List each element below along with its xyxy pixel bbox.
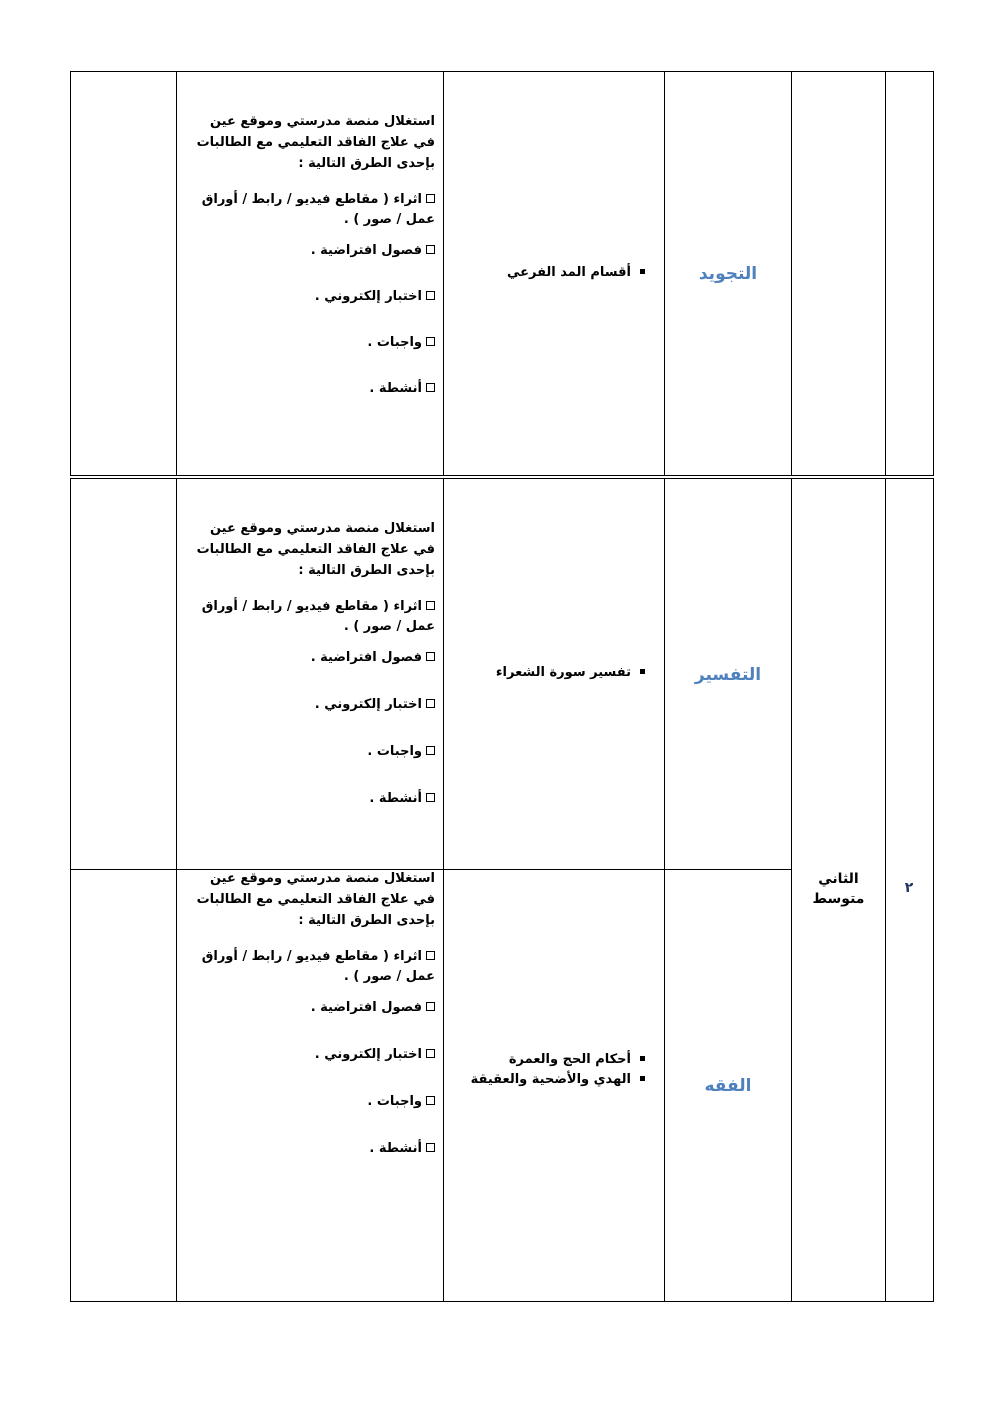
plan-intro: استغلال منصة مدرستي وموقع عين في علاج الفاقد التعليمي مع الطالبات بإحدى الطرق التالية : — [196, 114, 435, 171]
table1-col-line — [791, 71, 792, 476]
subject-fiqh: الفقه — [704, 1076, 752, 1096]
checkbox-icon — [426, 245, 435, 254]
checkbox-icon — [426, 291, 435, 300]
checkbox-icon — [426, 601, 435, 610]
table1-top-border — [70, 71, 934, 72]
table1-col-line — [885, 71, 886, 476]
plan-option-homework: واجبات . — [195, 333, 435, 353]
plan-option-activities: أنشطة . — [195, 789, 435, 809]
checkbox-icon — [426, 746, 435, 755]
lesson-item: أحكام الحج والعمرة — [471, 1050, 645, 1070]
plan-option-homework: واجبات . — [195, 1092, 435, 1112]
table1-col-line — [933, 71, 934, 476]
plan-option-activities: أنشطة . — [195, 1139, 435, 1159]
table2-top-border — [70, 478, 934, 479]
bullet-icon — [640, 669, 645, 674]
lesson-item: تفسير سورة الشعراء — [496, 663, 645, 683]
table1-col-line — [176, 71, 177, 476]
checkbox-icon — [426, 337, 435, 346]
plan-intro: استغلال منصة مدرستي وموقع عين في علاج الفاقد التعليمي مع الطالبات بإحدى الطرق التالية : — [196, 871, 435, 928]
checkbox-icon — [426, 793, 435, 802]
plan-option-enrichment: اثراء ( مقاطع فيديو / رابط / أوراق عمل / صور ) . — [201, 192, 435, 227]
grade-line1: الثاني — [818, 871, 859, 887]
plan-intro: استغلال منصة مدرستي وموقع عين في علاج الفاقد التعليمي مع الطالبات بإحدى الطرق التالية : — [196, 521, 435, 578]
checkbox-icon — [426, 1049, 435, 1058]
checkbox-icon — [426, 383, 435, 392]
checkbox-icon — [426, 699, 435, 708]
plan-option-virtual-classes: فصول افتراضية . — [195, 648, 435, 668]
plan-option-virtual-classes: فصول افتراضية . — [195, 241, 435, 261]
remediation-plan-cell — [195, 868, 435, 1159]
table2-col-line — [443, 478, 444, 1302]
table2-col-line — [176, 478, 177, 1302]
lessons-cell — [471, 1050, 645, 1090]
table1-bottom-border — [70, 475, 934, 476]
plan-option-electronic-test: اختبار إلكتروني . — [195, 1045, 435, 1065]
table1-col-line — [70, 71, 71, 476]
checkbox-icon — [426, 652, 435, 661]
table2-col-line — [70, 478, 71, 1302]
table2-col-line — [664, 478, 665, 1302]
checkbox-icon — [426, 194, 435, 203]
table1-col-line — [443, 71, 444, 476]
checkbox-icon — [426, 1143, 435, 1152]
lesson-item: الهدي والأضحية والعقيقة — [471, 1070, 645, 1090]
plan-option-electronic-test: اختبار إلكتروني . — [195, 287, 435, 307]
lessons-cell — [496, 663, 645, 683]
plan-option-enrichment: اثراء ( مقاطع فيديو / رابط / أوراق عمل / صور ) . — [201, 949, 435, 984]
remediation-plan-cell — [195, 518, 435, 809]
plan-option-electronic-test: اختبار إلكتروني . — [195, 695, 435, 715]
bullet-icon — [640, 269, 645, 274]
grade-line2: متوسط — [812, 891, 865, 907]
plan-option-enrichment: اثراء ( مقاطع فيديو / رابط / أوراق عمل / صور ) . — [201, 599, 435, 634]
checkbox-icon — [426, 1096, 435, 1105]
bullet-icon — [640, 1056, 645, 1061]
lessons-cell — [507, 263, 645, 283]
subject-tafseer: التفسير — [694, 665, 762, 685]
remediation-plan-cell — [195, 111, 435, 399]
bullet-icon — [640, 1076, 645, 1081]
row-number: ٢ — [904, 880, 914, 896]
table2-col-line — [933, 478, 934, 1302]
plan-option-virtual-classes: فصول افتراضية . — [195, 998, 435, 1018]
table2-bottom-border — [70, 1301, 934, 1302]
grade-cell — [792, 869, 885, 909]
plan-option-activities: أنشطة . — [195, 379, 435, 399]
lesson-item: أقسام المد الفرعي — [507, 263, 645, 283]
plan-option-homework: واجبات . — [195, 742, 435, 762]
checkbox-icon — [426, 1002, 435, 1011]
checkbox-icon — [426, 951, 435, 960]
subject-tajweed: التجويد — [698, 264, 758, 284]
